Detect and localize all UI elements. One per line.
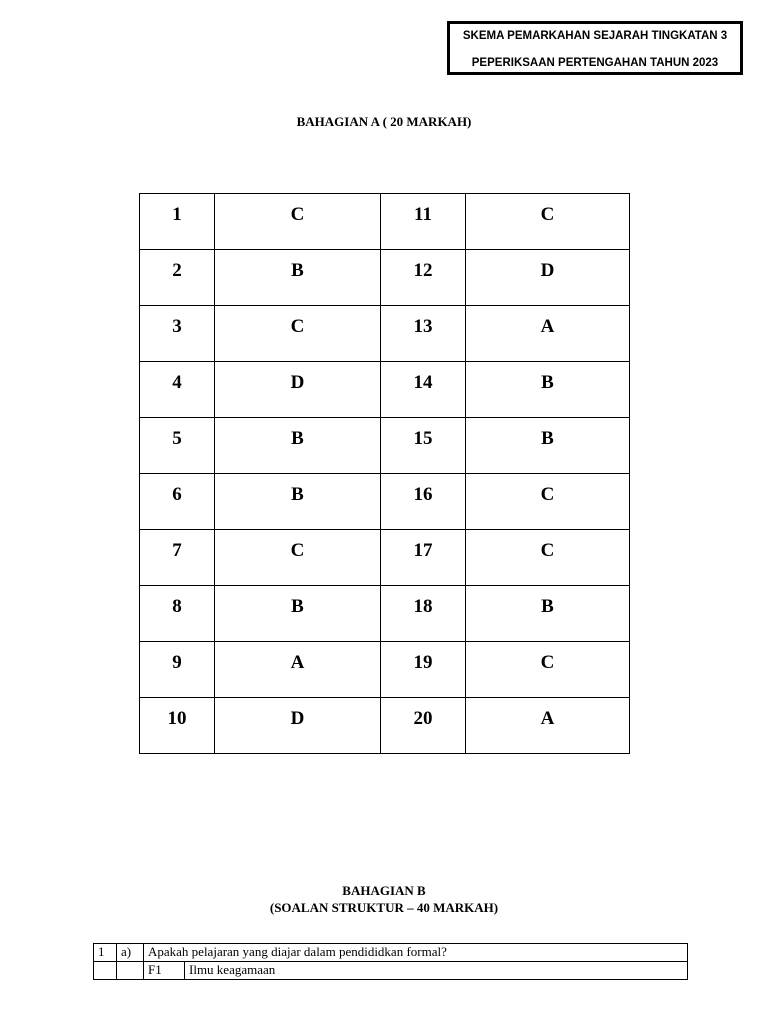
section-b-title-line1: BAHAGIAN B: [342, 883, 426, 898]
question-number-cell: 7: [140, 530, 215, 586]
question-number-cell: 12: [381, 250, 466, 306]
question-row: [94, 944, 688, 962]
answer-cell: B: [215, 250, 381, 306]
answer-cell: C: [466, 642, 630, 698]
answer-code: F1: [144, 962, 185, 980]
answer-table-body: [140, 194, 630, 754]
answer-cell: A: [466, 306, 630, 362]
answer-row: [140, 418, 630, 474]
question-number-cell: 20: [381, 698, 466, 754]
answer-cell: D: [215, 698, 381, 754]
question-number-cell: 18: [381, 586, 466, 642]
answer-row: [140, 642, 630, 698]
question-number-cell: 10: [140, 698, 215, 754]
empty-cell: [94, 962, 117, 980]
answer-cell: C: [466, 474, 630, 530]
header-title-line2: PEPERIKSAAN PERTENGAHAN TAHUN 2023: [471, 57, 719, 69]
answer-cell: C: [215, 530, 381, 586]
answer-cell: C: [466, 530, 630, 586]
answer-cell: B: [466, 362, 630, 418]
question-number-cell: 2: [140, 250, 215, 306]
answer-cell: B: [466, 586, 630, 642]
question-number-cell: 8: [140, 586, 215, 642]
header-box: [447, 21, 743, 75]
question-number-cell: 9: [140, 642, 215, 698]
question-number-cell: 1: [140, 194, 215, 250]
question-number-cell: 5: [140, 418, 215, 474]
question-number-cell: 17: [381, 530, 466, 586]
question-text: Apakah pelajaran yang diajar dalam pendididkan formal?: [144, 944, 688, 962]
answer-text: Ilmu keagamaan: [185, 962, 688, 980]
answer-cell: A: [215, 642, 381, 698]
question-number-cell: 19: [381, 642, 466, 698]
question-number-cell: 3: [140, 306, 215, 362]
question-number-cell: 15: [381, 418, 466, 474]
answer-cell: A: [466, 698, 630, 754]
answer-row: [140, 474, 630, 530]
answer-row: [140, 306, 630, 362]
question-number-cell: 11: [381, 194, 466, 250]
question-number-cell: 6: [140, 474, 215, 530]
answer-cell: C: [215, 194, 381, 250]
question-part: a): [117, 944, 144, 962]
question-number: 1: [94, 944, 117, 962]
answer-row: [140, 194, 630, 250]
section-b-title-line2: (SOALAN STRUKTUR – 40 MARKAH): [269, 900, 499, 915]
question-number-cell: 13: [381, 306, 466, 362]
answer-row: [140, 362, 630, 418]
answer-row: [140, 698, 630, 754]
section-b-title: [0, 882, 768, 916]
header-title-line1: SKEMA PEMARKAHAN SEJARAH TINGKATAN 3: [462, 30, 728, 42]
question-number-cell: 4: [140, 362, 215, 418]
answer-row: [140, 586, 630, 642]
answer-row: [94, 962, 688, 980]
answer-cell: B: [215, 586, 381, 642]
answer-cell: C: [215, 306, 381, 362]
empty-cell: [117, 962, 144, 980]
answer-row: [140, 250, 630, 306]
answer-cell: B: [215, 474, 381, 530]
answer-cell: C: [466, 194, 630, 250]
section-a-title: BAHAGIAN A ( 20 MARKAH): [296, 114, 472, 129]
question-number-cell: 16: [381, 474, 466, 530]
answer-cell: B: [466, 418, 630, 474]
answer-cell: D: [466, 250, 630, 306]
answer-cell: D: [215, 362, 381, 418]
question-number-cell: 14: [381, 362, 466, 418]
answer-cell: B: [215, 418, 381, 474]
structure-question-table: [93, 943, 688, 980]
answer-table: [139, 193, 630, 754]
answer-row: [140, 530, 630, 586]
